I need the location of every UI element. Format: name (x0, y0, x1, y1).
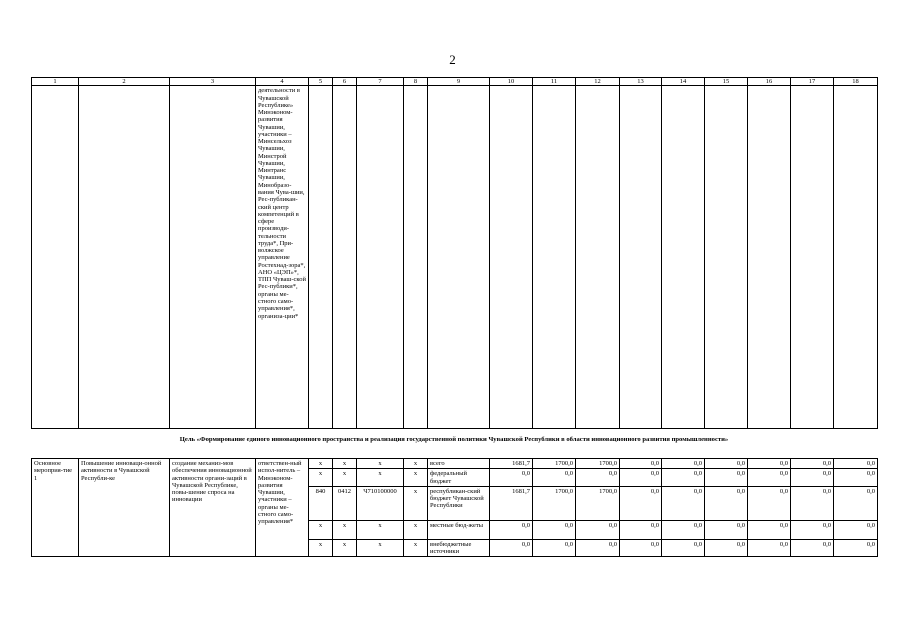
code-cell: х (333, 459, 357, 469)
value-cell: 0,0 (748, 459, 791, 469)
value-cell: 0,0 (791, 469, 834, 487)
funding-source: республикан-ский бюджет Чувашской Республики (428, 486, 490, 520)
value-cell: 1681,7 (490, 486, 533, 520)
event-id: Основное мероприя-тие 1 (32, 459, 79, 557)
value-cell: 0,0 (834, 520, 878, 539)
table-cell (705, 86, 748, 429)
value-cell: 0,0 (576, 520, 620, 539)
code-cell: Ч710100000 (357, 486, 404, 520)
table-row (32, 459, 878, 469)
value-cell: 0,0 (662, 486, 705, 520)
value-cell: 0,0 (490, 520, 533, 539)
value-cell: 0,0 (576, 469, 620, 487)
value-cell: 0,0 (705, 486, 748, 520)
value-cell: 0,0 (533, 539, 576, 557)
table-cell (490, 86, 533, 429)
continuation-text: деятельности в Чувашской Республике» Минэконом-развития Чувашии, участники – Минсельхоз Чувашии, Минстрой Чувашии, Минтранс Чувашии, Минобразо-вания Чува-шии, Рес-публикан-ский центр компетенций в сфере производи-тельности труда*, При-волжское управление Ростехнад-зора*, АНО «ЦЭП»*, ТПП Чуваш-ской Рес-публики*, органы ме-стного само-управления*, организа-ции* (256, 86, 309, 429)
value-cell: 0,0 (620, 469, 662, 487)
funding-source: всего (428, 459, 490, 469)
table-cell (428, 86, 490, 429)
column-header: 7 (357, 78, 404, 86)
column-header: 3 (170, 78, 256, 86)
value-cell: 1700,0 (576, 486, 620, 520)
event-table (31, 458, 878, 557)
funding-source: федеральный бюджет (428, 469, 490, 487)
code-cell: 0412 (333, 486, 357, 520)
page-number: 2 (449, 52, 456, 67)
value-cell: 0,0 (834, 539, 878, 557)
value-cell: 0,0 (705, 469, 748, 487)
code-cell: х (333, 520, 357, 539)
column-header: 13 (620, 78, 662, 86)
code-cell: х (404, 539, 428, 557)
table-cell (620, 86, 662, 429)
value-cell: 0,0 (490, 469, 533, 487)
column-number-row (32, 78, 878, 86)
event-executors: ответствен-ный испол-нитель – Минэконом-развития Чувашии, участники – органы ме-стного само-управления* (256, 459, 309, 557)
column-header: 5 (309, 78, 333, 86)
header-table (31, 77, 878, 429)
value-cell: 0,0 (834, 486, 878, 520)
column-header: 17 (791, 78, 834, 86)
funding-source: внебюджетные источники (428, 539, 490, 557)
column-header: 14 (662, 78, 705, 86)
value-cell: 0,0 (662, 459, 705, 469)
value-cell: 0,0 (748, 486, 791, 520)
table-cell (333, 86, 357, 429)
column-header: 4 (256, 78, 309, 86)
column-header: 16 (748, 78, 791, 86)
event-task: создание механиз-мов обеспечения инновационной активности органи-заций в Чувашской Республике, повы-шение спроса на инновации (170, 459, 256, 557)
value-cell: 1700,0 (576, 459, 620, 469)
value-cell: 0,0 (705, 459, 748, 469)
code-cell: х (309, 459, 333, 469)
table-cell (404, 86, 428, 429)
value-cell: 0,0 (620, 486, 662, 520)
value-cell: 0,0 (620, 520, 662, 539)
value-cell: 0,0 (705, 539, 748, 557)
column-header: 2 (79, 78, 170, 86)
value-cell: 0,0 (791, 486, 834, 520)
value-cell: 0,0 (791, 459, 834, 469)
value-cell: 0,0 (748, 469, 791, 487)
column-header: 12 (576, 78, 620, 86)
value-cell: 0,0 (662, 520, 705, 539)
value-cell: 1681,7 (490, 459, 533, 469)
code-cell: х (404, 469, 428, 487)
continuation-row (32, 86, 878, 429)
column-header: 18 (834, 78, 878, 86)
value-cell: 0,0 (533, 520, 576, 539)
table-cell (79, 86, 170, 429)
funding-source: местные бюд-жеты (428, 520, 490, 539)
code-cell: х (357, 469, 404, 487)
value-cell: 0,0 (748, 520, 791, 539)
table-cell (791, 86, 834, 429)
table-cell (576, 86, 620, 429)
value-cell: 1700,0 (533, 459, 576, 469)
table-cell (834, 86, 878, 429)
value-cell: 1700,0 (533, 486, 576, 520)
value-cell: 0,0 (662, 539, 705, 557)
code-cell: х (333, 539, 357, 557)
table-cell (662, 86, 705, 429)
value-cell: 0,0 (490, 539, 533, 557)
table-cell (748, 86, 791, 429)
column-header: 10 (490, 78, 533, 86)
code-cell: 840 (309, 486, 333, 520)
value-cell: 0,0 (748, 539, 791, 557)
value-cell: 0,0 (662, 469, 705, 487)
code-cell: х (333, 469, 357, 487)
code-cell: х (357, 539, 404, 557)
value-cell: 0,0 (705, 520, 748, 539)
value-cell: 0,0 (533, 469, 576, 487)
column-header: 11 (533, 78, 576, 86)
table-cell (533, 86, 576, 429)
goal-heading: Цель «Формирование единого инновационного пространства и реализация государственной политики Чувашской Республики в области инновационного развития промышленности» (179, 436, 729, 443)
value-cell: 0,0 (620, 459, 662, 469)
code-cell: х (357, 459, 404, 469)
code-cell: х (404, 520, 428, 539)
code-cell: х (309, 469, 333, 487)
table-cell (309, 86, 333, 429)
column-header: 9 (428, 78, 490, 86)
table-cell (170, 86, 256, 429)
code-cell: х (309, 539, 333, 557)
value-cell: 0,0 (834, 459, 878, 469)
value-cell: 0,0 (791, 539, 834, 557)
value-cell: 0,0 (620, 539, 662, 557)
table-cell (32, 86, 79, 429)
table-cell (357, 86, 404, 429)
code-cell: х (404, 459, 428, 469)
column-header: 6 (333, 78, 357, 86)
event-name: Повышение инноваци-онной активности в Чувашской Республи-ке (79, 459, 170, 557)
column-header: 8 (404, 78, 428, 86)
column-header: 1 (32, 78, 79, 86)
code-cell: х (309, 520, 333, 539)
value-cell: 0,0 (834, 469, 878, 487)
column-header: 15 (705, 78, 748, 86)
code-cell: х (357, 520, 404, 539)
code-cell: х (404, 486, 428, 520)
value-cell: 0,0 (576, 539, 620, 557)
value-cell: 0,0 (791, 520, 834, 539)
